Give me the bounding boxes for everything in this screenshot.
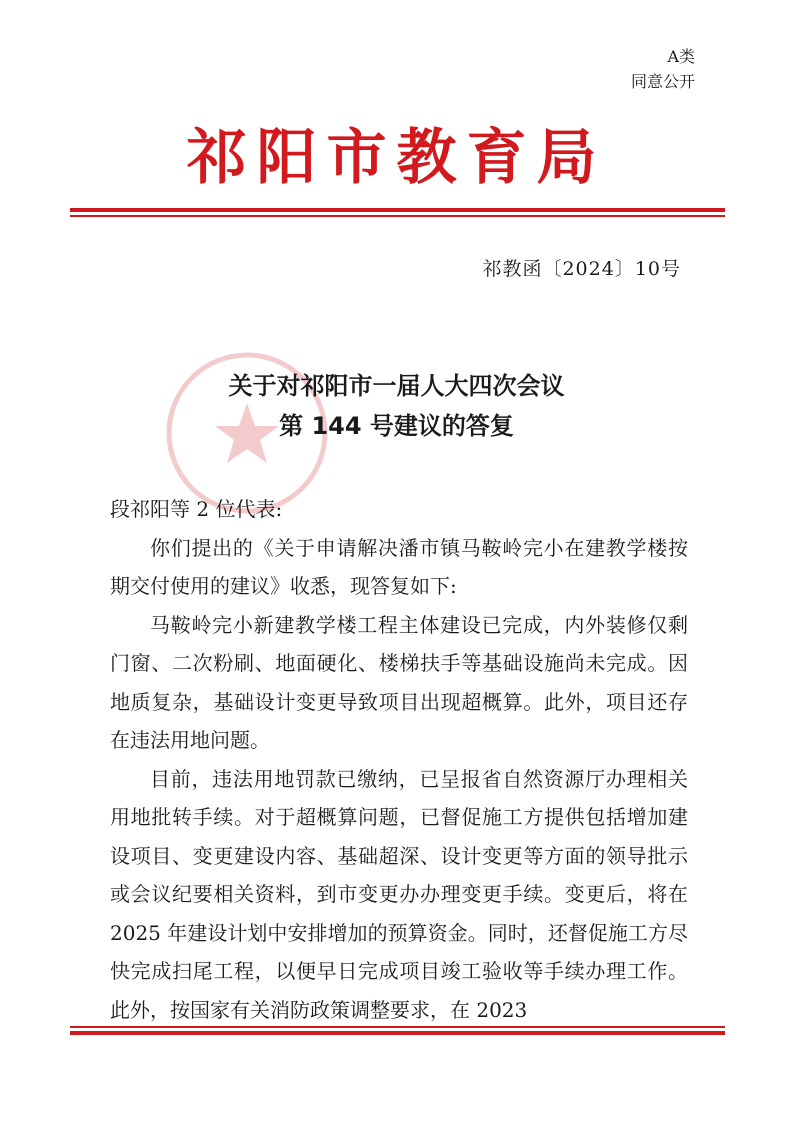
document-title-line-2: 第 144 号建议的答复 <box>279 412 514 440</box>
classification-category: A类 <box>667 47 695 66</box>
document-title <box>0 366 793 446</box>
document-body <box>110 490 688 1029</box>
body-paragraph-2: 马鞍岭完小新建教学楼工程主体建设已完成，内外装修仅剩门窗、二次粉刷、地面硬化、楼梯扶手等基础设施尚未完成。因地质复杂，基础设计变更导致项目出现超概算。此外，项目还存在违法用地问题。 <box>110 612 688 752</box>
document-number: 祁教函〔2024〕10号 <box>482 258 681 280</box>
salutation: 段祁阳等 2 位代表: <box>110 497 283 521</box>
org-header-title: 祁阳市教育局 <box>186 123 607 193</box>
footer-rule-thick <box>70 1031 725 1035</box>
header-rule-thick <box>70 208 725 212</box>
disclosure-status: 同意公开 <box>630 72 695 91</box>
header-rule-thin <box>70 215 725 217</box>
body-paragraph-3: 目前，违法用地罚款已缴纳，已呈报省自然资源厅办理相关用地批转手续。对于超概算问题，已督促施工方提供包括增加建设项目、变更建设内容、基础超深、设计变更等方面的领导批示或会议纪要相关资料，到市变更办办理变更手续。变更后，将在 2025 年建设计划中安排增加的预算资金。同时，还督促施工方尽快完成扫尾工程，以便早日完成项目竣工验收等手续办理工作。此外，按国家有关消防政策调整要求，在 2023 <box>110 766 688 1022</box>
document-title-line-1: 关于对祁阳市一届人大四次会议 <box>228 372 565 400</box>
classification-block <box>631 44 695 94</box>
body-paragraph-1: 你们提出的《关于申请解决潘市镇马鞍岭完小在建教学楼按期交付使用的建议》收悉，现答复如下: <box>110 535 688 598</box>
footer-rule-thin <box>70 1026 725 1028</box>
